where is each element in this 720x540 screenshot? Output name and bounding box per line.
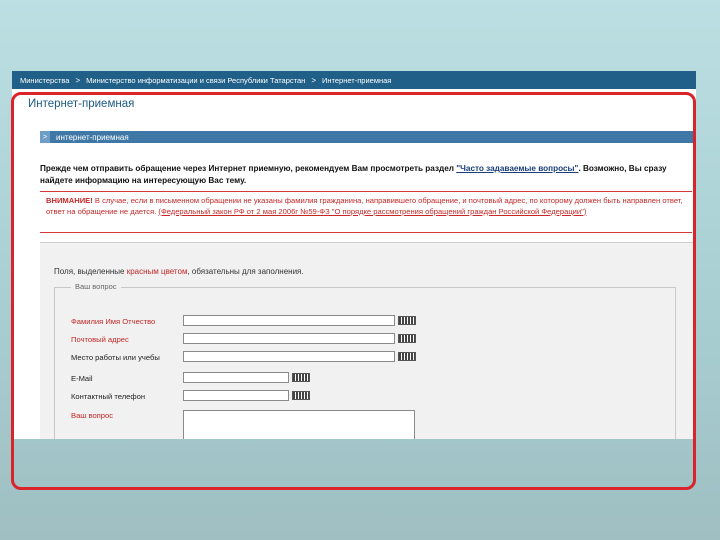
breadcrumb-item-ministries[interactable]: Министерства bbox=[20, 75, 70, 85]
virtual-keyboard-icon[interactable] bbox=[292, 391, 310, 400]
warning-box bbox=[40, 191, 692, 233]
workplace-input[interactable] bbox=[183, 351, 395, 362]
phone-input[interactable] bbox=[183, 390, 289, 401]
breadcrumb bbox=[12, 71, 696, 89]
page-title: Интернет-приемная bbox=[28, 98, 135, 110]
warning-text: В случае, если в письменном обращении не указаны фамилия гражданина, направившего обращение, и почтовый адрес, по которому должен быть направлен ответ, ответ на обращение не дается. bbox=[46, 196, 683, 216]
breadcrumb-item-ministry[interactable]: Министерство информатизации и связи Республики Татарстан bbox=[86, 75, 306, 85]
question-fieldset bbox=[54, 282, 676, 439]
virtual-keyboard-icon[interactable] bbox=[398, 316, 416, 325]
postal-address-label: Почтовый адрес bbox=[71, 335, 129, 344]
virtual-keyboard-icon[interactable] bbox=[398, 334, 416, 343]
faq-link[interactable]: "Часто задаваемые вопросы" bbox=[456, 164, 579, 173]
email-input[interactable] bbox=[183, 372, 289, 383]
note-text: Поля, выделенные bbox=[54, 267, 127, 276]
virtual-keyboard-icon[interactable] bbox=[292, 373, 310, 382]
intro-text bbox=[40, 163, 694, 187]
postal-address-input[interactable] bbox=[183, 333, 395, 344]
breadcrumb-separator: > bbox=[75, 75, 81, 85]
warning-lead: ВНИМАНИЕ! bbox=[46, 196, 93, 205]
chevron-right-icon: > bbox=[40, 131, 50, 143]
section-header bbox=[40, 131, 694, 143]
breadcrumb-separator: > bbox=[311, 75, 316, 85]
federal-law-link[interactable]: (Федеральный закон РФ от 2 мая 2006г №59-ФЗ "О порядке рассмотрения обращений граждан Российской Федерации") bbox=[158, 206, 587, 216]
required-note bbox=[54, 267, 304, 276]
question-textarea[interactable] bbox=[183, 410, 415, 439]
virtual-keyboard-icon[interactable] bbox=[398, 352, 416, 361]
breadcrumb-item-reception[interactable]: Интернет-приемная bbox=[322, 75, 392, 85]
form-area bbox=[40, 242, 694, 439]
full-name-input[interactable] bbox=[183, 315, 395, 326]
phone-label: Контактный телефон bbox=[71, 392, 146, 401]
fieldset-legend: Ваш вопрос bbox=[71, 282, 121, 291]
question-label: Ваш вопрос bbox=[71, 411, 114, 420]
note-text: , обязательны для заполнения. bbox=[187, 267, 304, 276]
workplace-label: Место работы или учебы bbox=[71, 353, 160, 362]
intro-text-part: Прежде чем отправить обращение через Интернет приемную, рекомендуем Вам просмотреть раздел bbox=[40, 164, 457, 173]
intro-text-part: . Возможно, Вы сразу найдете информацию на интересующую Вас тему. bbox=[40, 164, 667, 185]
section-title: интернет-приемная bbox=[56, 132, 129, 142]
email-label: E-Mail bbox=[71, 374, 93, 383]
note-red-text: красным цветом bbox=[126, 267, 188, 276]
screenshot-panel bbox=[12, 71, 696, 439]
full-name-label: Фамилия Имя Отчество bbox=[71, 317, 156, 326]
